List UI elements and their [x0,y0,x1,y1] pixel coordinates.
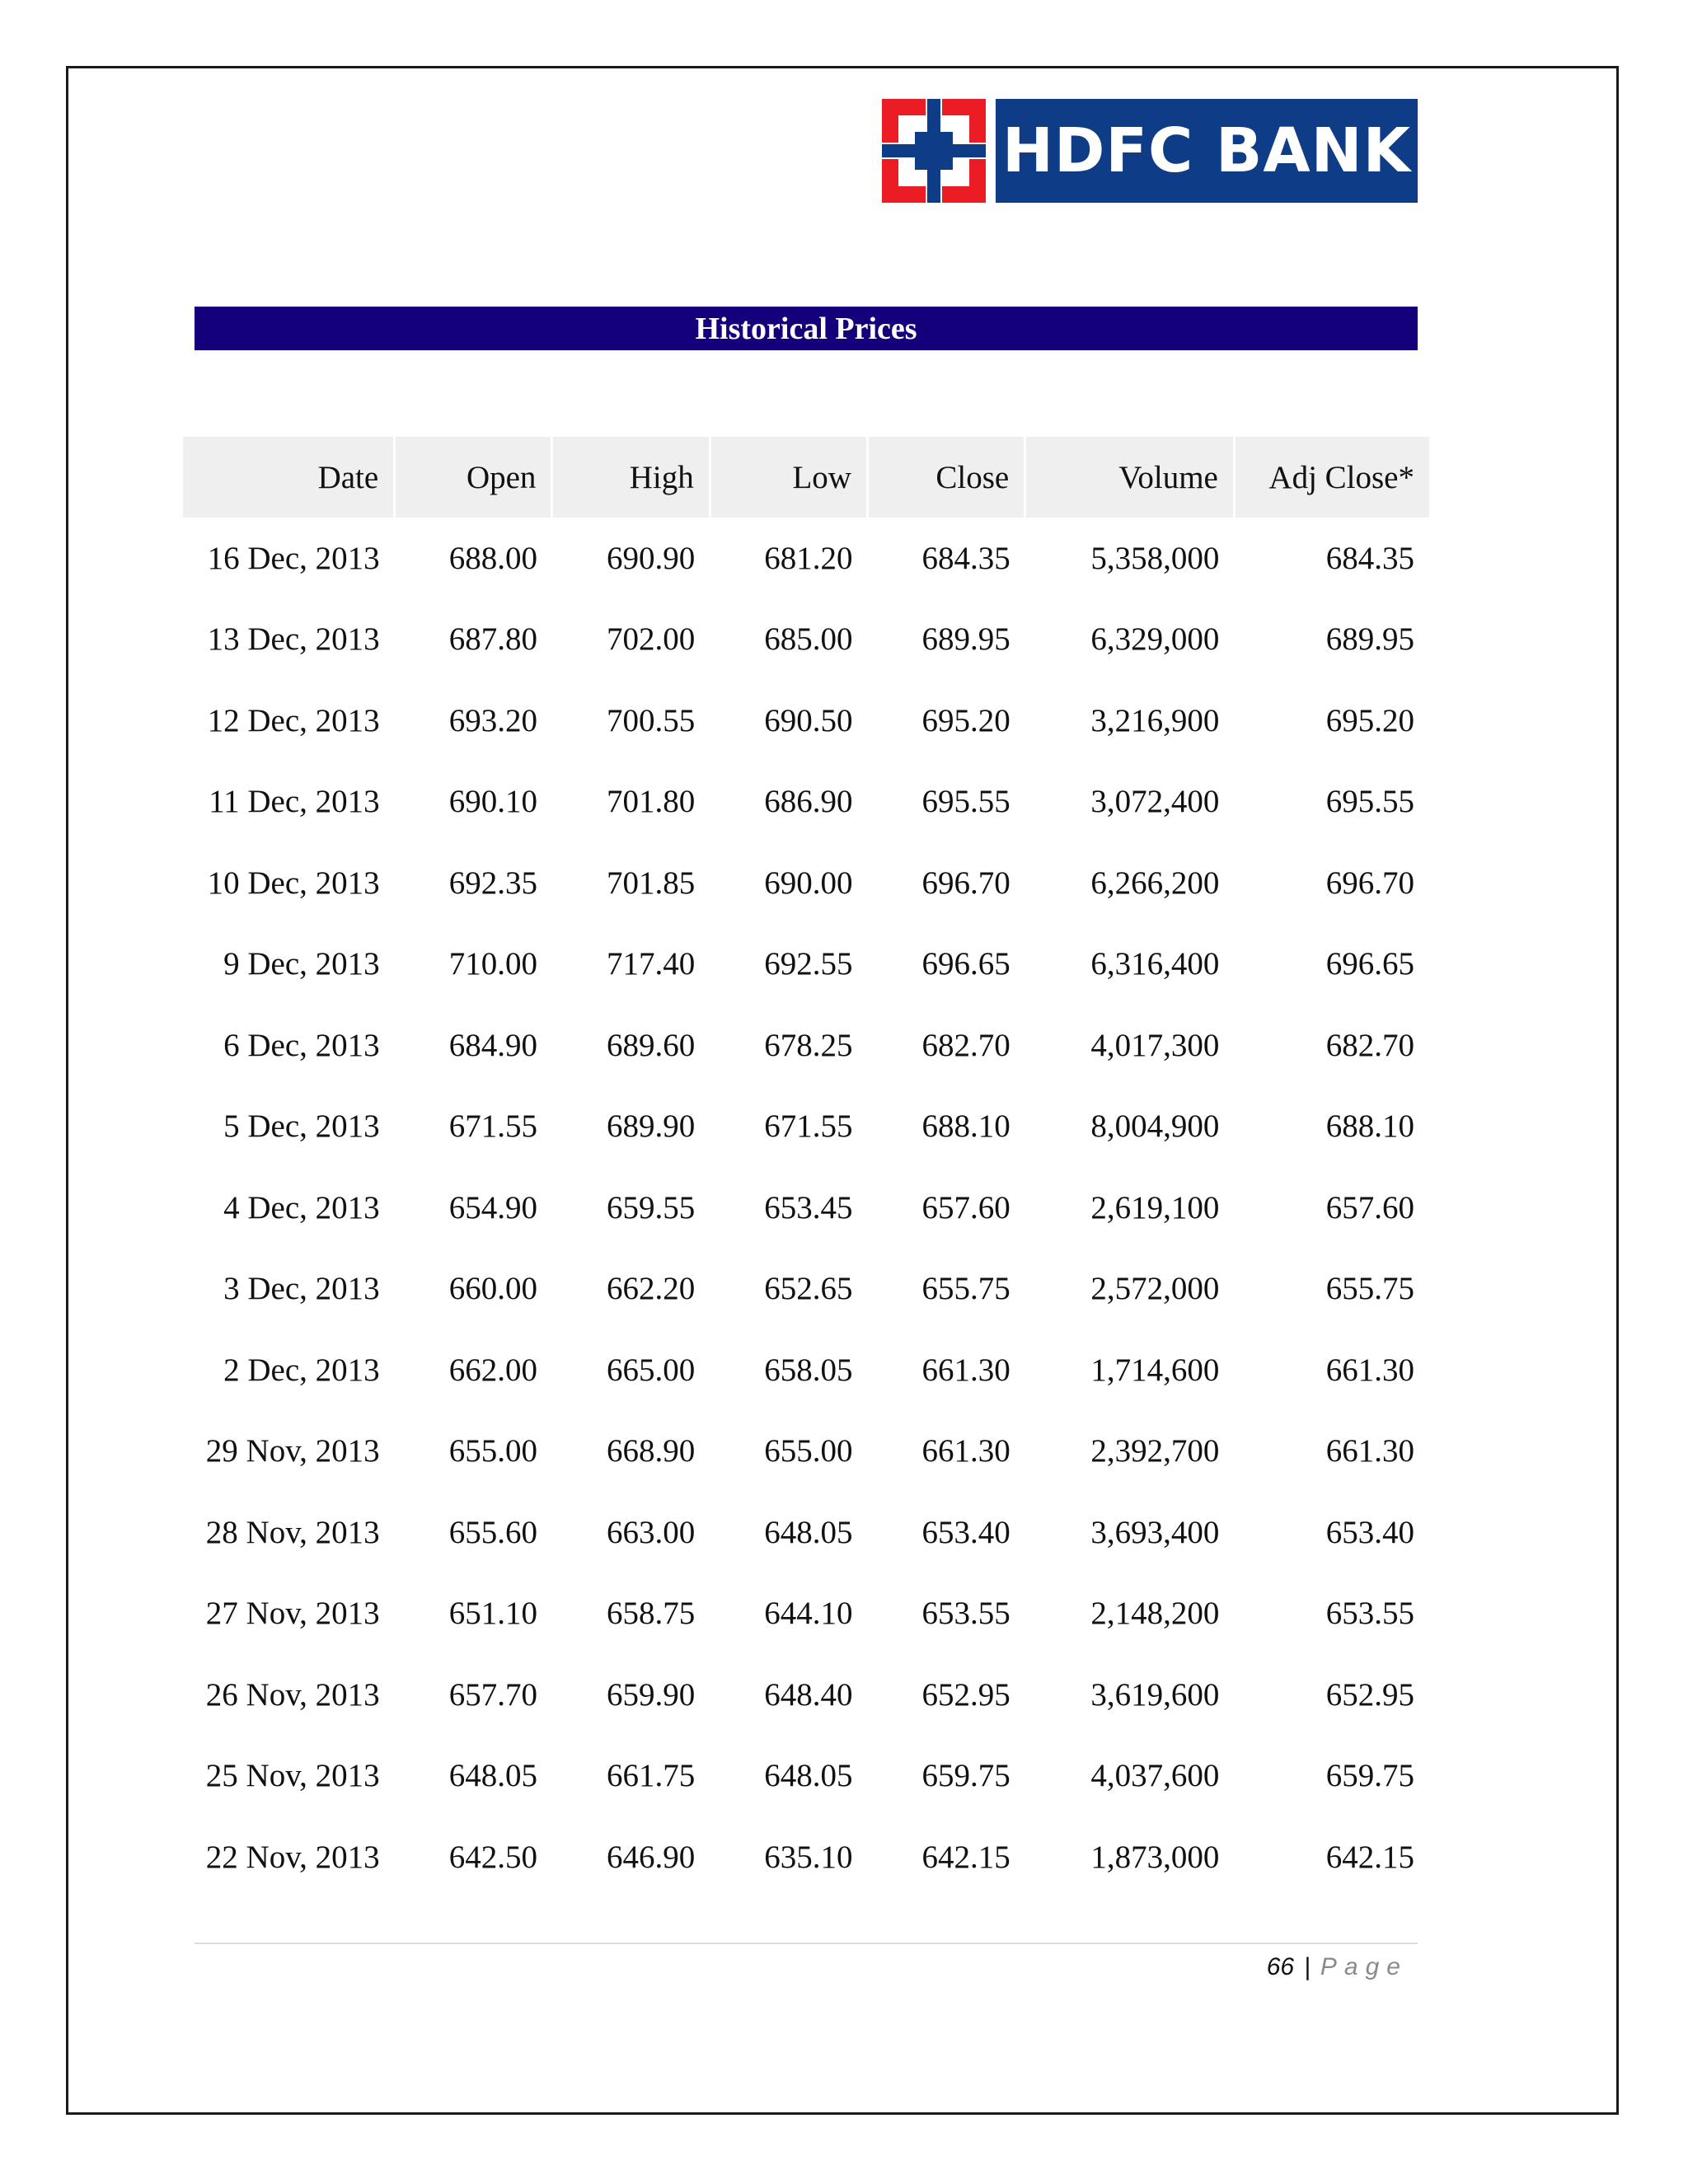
cell-adj-close: 653.55 [1325,1596,1414,1632]
cell-high: 701.85 [606,865,696,901]
cell-date: 4 Dec, 2013 [223,1189,380,1226]
cell-volume: 4,017,300 [1090,1027,1220,1063]
cell-close: 642.15 [921,1839,1010,1875]
cell-low: 648.40 [764,1676,853,1713]
header-adj-close: Adj Close* [1234,437,1429,518]
cell-low: 644.10 [764,1596,853,1632]
cell-low: 690.00 [764,865,853,901]
table-row [183,599,1429,681]
cell-date: 26 Nov, 2013 [205,1676,380,1713]
cell-close: 661.30 [921,1433,1010,1469]
table-body [183,518,1429,1898]
cell-date: 2 Dec, 2013 [223,1352,380,1388]
cell-close: 688.10 [921,1108,1010,1145]
table-row [183,1249,1429,1330]
cell-volume: 5,358,000 [1090,540,1220,576]
table-row [183,1492,1429,1573]
cell-close: 696.70 [921,865,1010,901]
cell-high: 717.40 [606,946,696,982]
cell-low: 655.00 [764,1433,853,1469]
cell-volume: 2,572,000 [1090,1271,1220,1307]
cell-close: 661.30 [921,1352,1010,1388]
cell-high: 646.90 [606,1839,696,1875]
cell-close: 653.40 [921,1514,1010,1550]
table-header-row [183,437,1429,518]
table-row [183,680,1429,762]
header-low: Low [710,437,867,518]
cell-low: 678.25 [764,1027,853,1063]
cell-date: 27 Nov, 2013 [205,1596,380,1632]
cell-open: 690.10 [448,784,537,820]
cell-date: 3 Dec, 2013 [223,1271,380,1307]
cell-volume: 6,266,200 [1090,865,1220,901]
cell-open: 648.05 [448,1758,537,1794]
cell-date: 25 Nov, 2013 [205,1758,380,1794]
cell-adj-close: 652.95 [1325,1676,1414,1713]
cell-low: 686.90 [764,784,853,820]
cell-high: 690.90 [606,540,696,576]
cell-adj-close: 696.65 [1325,946,1414,982]
cell-volume: 2,148,200 [1090,1596,1220,1632]
cell-low: 653.45 [764,1189,853,1226]
cell-high: 668.90 [606,1433,696,1469]
cell-open: 660.00 [448,1271,537,1307]
page-separator: | [1304,1953,1311,1980]
table-row [183,1329,1429,1411]
cell-date: 13 Dec, 2013 [207,621,380,658]
cell-open: 657.70 [448,1676,537,1713]
header-close: Close [867,437,1025,518]
cell-high: 662.20 [606,1271,696,1307]
table-row [183,842,1429,924]
cell-close: 653.55 [921,1596,1010,1632]
cell-volume: 4,037,600 [1090,1758,1220,1794]
table-row [183,1816,1429,1898]
cell-date: 29 Nov, 2013 [205,1433,380,1469]
cell-open: 655.60 [448,1514,537,1550]
cell-open: 710.00 [448,946,537,982]
table-row [183,1736,1429,1817]
cell-open: 655.00 [448,1433,537,1469]
cell-volume: 1,873,000 [1090,1839,1220,1875]
cell-close: 696.65 [921,946,1010,982]
cell-close: 655.75 [921,1271,1010,1307]
page-number: 66 [1266,1953,1295,1980]
cell-volume: 6,316,400 [1090,946,1220,982]
cell-open: 651.10 [448,1596,537,1632]
table-row [183,518,1429,599]
cell-high: 665.00 [606,1352,696,1388]
cell-open: 688.00 [448,540,537,576]
cell-date: 11 Dec, 2013 [209,784,380,820]
cell-volume: 3,216,900 [1090,702,1220,738]
cell-adj-close: 684.35 [1325,540,1414,576]
cell-close: 695.20 [921,702,1010,738]
cell-date: 22 Nov, 2013 [205,1839,380,1875]
header-open: Open [395,437,552,518]
cell-close: 684.35 [921,540,1010,576]
footer-rule [195,1943,1418,1944]
cell-low: 671.55 [764,1108,853,1145]
cell-close: 659.75 [921,1758,1010,1794]
cell-volume: 2,619,100 [1090,1189,1220,1226]
cell-low: 652.65 [764,1271,853,1307]
cell-high: 689.90 [606,1108,696,1145]
cell-open: 654.90 [448,1189,537,1226]
cell-volume: 8,004,900 [1090,1108,1220,1145]
cell-adj-close: 657.60 [1325,1189,1414,1226]
cell-high: 663.00 [606,1514,696,1550]
cell-low: 681.20 [764,540,853,576]
cell-adj-close: 695.55 [1325,784,1414,820]
cell-open: 671.55 [448,1108,537,1145]
cell-close: 657.60 [921,1189,1010,1226]
cell-adj-close: 689.95 [1325,621,1414,658]
cell-adj-close: 659.75 [1325,1758,1414,1794]
cell-adj-close: 642.15 [1325,1839,1414,1875]
cell-date: 5 Dec, 2013 [223,1108,380,1145]
table-row [183,762,1429,843]
table-row [183,1573,1429,1655]
cell-open: 687.80 [448,621,537,658]
brand-name: HDFC BANK [996,99,1418,203]
cell-high: 689.60 [606,1027,696,1063]
cell-low: 648.05 [764,1514,853,1550]
cell-date: 28 Nov, 2013 [205,1514,380,1550]
cell-volume: 1,714,600 [1090,1352,1220,1388]
cell-open: 693.20 [448,702,537,738]
table-row [183,1086,1429,1168]
cell-high: 702.00 [606,621,696,658]
section-title: Historical Prices [195,307,1418,350]
cell-adj-close: 696.70 [1325,865,1414,901]
cell-high: 661.75 [606,1758,696,1794]
cell-high: 659.90 [606,1676,696,1713]
cell-date: 12 Dec, 2013 [207,702,380,738]
cell-volume: 3,693,400 [1090,1514,1220,1550]
cell-close: 682.70 [921,1027,1010,1063]
cell-volume: 3,619,600 [1090,1676,1220,1713]
cell-volume: 2,392,700 [1090,1433,1220,1469]
cell-low: 692.55 [764,946,853,982]
cell-adj-close: 661.30 [1325,1352,1414,1388]
cell-adj-close: 661.30 [1325,1433,1414,1469]
cell-close: 652.95 [921,1676,1010,1713]
cell-high: 700.55 [606,702,696,738]
cell-open: 662.00 [448,1352,537,1388]
cell-open: 684.90 [448,1027,537,1063]
cell-high: 658.75 [606,1596,696,1632]
cell-volume: 3,072,400 [1090,784,1220,820]
cell-adj-close: 688.10 [1325,1108,1414,1145]
cell-high: 659.55 [606,1189,696,1226]
cell-date: 6 Dec, 2013 [223,1027,380,1063]
cell-low: 648.05 [764,1758,853,1794]
cell-low: 635.10 [764,1839,853,1875]
cell-volume: 6,329,000 [1090,621,1220,658]
cell-date: 10 Dec, 2013 [207,865,380,901]
cell-date: 9 Dec, 2013 [223,946,380,982]
page-label: Page [1320,1953,1408,1980]
cell-adj-close: 682.70 [1325,1027,1414,1063]
cell-open: 692.35 [448,865,537,901]
page-number-footer [1267,1947,1408,1988]
cell-low: 685.00 [764,621,853,658]
cell-low: 658.05 [764,1352,853,1388]
cell-adj-close: 653.40 [1325,1514,1414,1550]
cell-adj-close: 655.75 [1325,1271,1414,1307]
cell-high: 701.80 [606,784,696,820]
cell-low: 690.50 [764,702,853,738]
table-row [183,1411,1429,1493]
table-row [183,1654,1429,1736]
historical-prices-table [183,437,1429,1898]
hdfc-logo-mark-icon [882,99,986,203]
cell-open: 642.50 [448,1839,537,1875]
cell-adj-close: 695.20 [1325,702,1414,738]
table-row [183,924,1429,1005]
table-row [183,1167,1429,1249]
header-date: Date [183,437,395,518]
cell-close: 695.55 [921,784,1010,820]
cell-date: 16 Dec, 2013 [207,540,380,576]
hdfc-bank-logo [882,99,1418,203]
cell-close: 689.95 [921,621,1010,658]
table-row [183,1005,1429,1086]
header-volume: Volume [1025,437,1235,518]
header-high: High [552,437,710,518]
